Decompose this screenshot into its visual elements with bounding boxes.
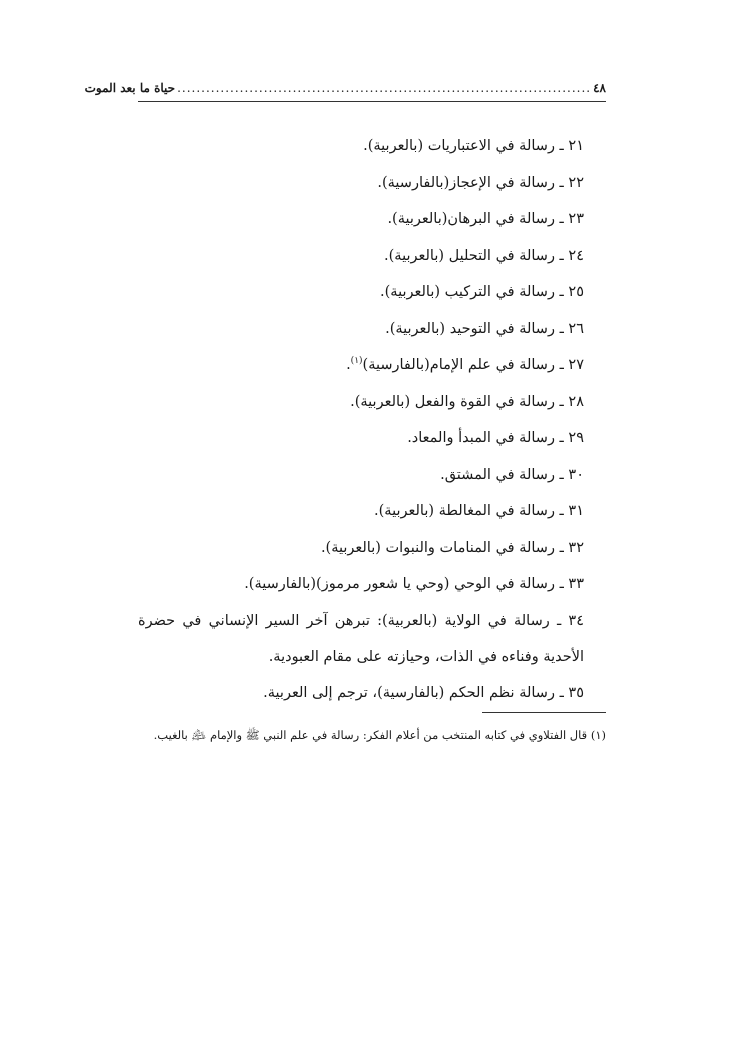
list-item-period: . [346,357,351,373]
treatise-list [138,128,606,711]
footnote-reference[interactable]: (١) [350,356,363,367]
list-item: ٢٩ ـ رسالة في المبدأ والمعاد. [407,430,584,446]
list-item: ٢٢ ـ رسالة في الإعجاز(بالفارسية). [377,174,584,191]
list-item: ٣٠ ـ رسالة في المشتق. [440,466,584,483]
list-item: ٣٣ ـ رسالة في الوحي (وحي يا شعور مرموز)(بالفارسية). [244,576,584,592]
list-item: ٢١ ـ رسالة في الاعتباريات (بالعربية). [363,138,584,154]
list-item: ٣١ ـ رسالة في المغالطة (بالعربية). [374,503,584,519]
header-leader-dots: ...................................................................................... [177,81,592,95]
list-item: ٢٥ ـ رسالة في التركيب (بالعربية). [380,284,584,300]
running-title: حياة ما بعد الموت [84,81,176,95]
list-item: ٣٢ ـ رسالة في المنامات والنبوات (بالعربية). [320,539,584,556]
list-item: ٢٦ ـ رسالة في التوحيد (بالعربية). [385,320,584,337]
running-header [84,76,606,100]
list-item: ٣٤ ـ رسالة في الولاية (بالعربية): تبرهن آخر السير الإنساني في حضرة الأحدية وفناءه في الذات، وحيازته على مقام العبودية. [138,612,584,665]
footnote: (١) قال الفتلاوي في كتابه المنتخب من أعلام الفكر: رسالة في علم النبي ﷺ والإمام ﵇ بالغيب. [153,728,606,742]
list-item: ٢٤ ـ رسالة في التحليل (بالعربية). [384,247,584,264]
list-item: ٢٣ ـ رسالة في البرهان(بالعربية). [387,211,584,227]
list-item: ٣٥ ـ رسالة نظم الحكم (بالفارسية)، ترجم إلى العربية. [263,684,584,701]
page-number: ٤٨ [593,81,606,95]
list-item-with-footnote [138,347,606,384]
footnote-separator [482,712,606,713]
header-rule [138,101,606,102]
list-item-text: ٢٧ ـ رسالة في علم الإمام(بالفارسية) [362,357,584,373]
list-item: ٢٨ ـ رسالة في القوة والفعل (بالعربية). [350,393,584,410]
